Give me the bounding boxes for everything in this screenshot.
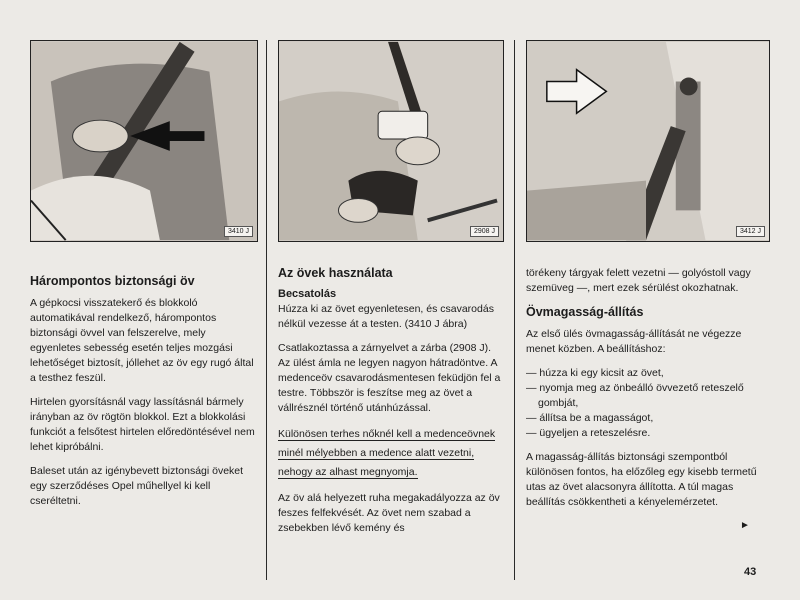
list-item: — állítsa be a magasságot, (526, 412, 654, 424)
section-heading: Hárompontos biztonsági öv (30, 274, 195, 288)
figure-2908 (278, 40, 504, 242)
belt-height-adjuster-illustration (527, 41, 769, 241)
subheading: Becsatolás (278, 288, 337, 300)
paragraph: Húzza ki az övet egyenletesen, és csavarodás nélkül vezesse át a testen. (3410 J ábra) (278, 303, 494, 330)
column-1 (30, 40, 258, 518)
warning-text: Különösen terhes nőknél kell a medenceövnek minél mélyebben a medence alatt vezetni, nehogy az alhast megnyomja. (278, 428, 496, 478)
figure-label: 3412 J (736, 226, 765, 237)
paragraph: Hirtelen gyorsításnál vagy lassításnál bármely irányban az öv rögtön blokkol. Ezt a blokkolási funkciót a felsőtest hirtelen előredöntésével nem lehet kipróbálni. (30, 396, 255, 453)
column-2 (278, 40, 504, 545)
figure-3410 (30, 40, 258, 242)
list-item: — ügyeljen a reteszelésre. (526, 427, 651, 439)
warning-note (278, 425, 504, 482)
instruction-list (526, 366, 770, 441)
column-3 (526, 40, 770, 519)
buckle-latch-illustration (279, 41, 503, 241)
figure-3412 (526, 40, 770, 242)
column-divider-2 (514, 40, 515, 580)
column-divider-1 (266, 40, 267, 580)
paragraph: Csatlakoztassa a zárnyelvet a zárba (2908 J). Az ülést ámla ne legyen nagyon hátradöntve. A medenceöv csavarodásmentesen feküdjön fel a testre. Többször is feszítse meg az övet a vállrésznél történő utánhúzással. (278, 342, 501, 414)
paragraph: törékeny tárgyak felett vezetni — golyóstoll vagy szemüveg —, mert ezek sérülést okozhatnak. (526, 267, 751, 294)
paragraph: Baleset után az igénybevett biztonsági öveket egy szerződéses Opel műhellyel ki kell cseréltetni. (30, 465, 244, 507)
paragraph: Az öv alá helyezett ruha megakadályozza az öv feszes felfekvését. Az övet nem szabad a zsebekben lévő kemény és (278, 492, 500, 534)
section-heading: Övmagasság-állítás (526, 305, 644, 319)
paragraph: A magasság-állítás biztonsági szempontból különösen fontos, ha előzőleg egy kisebb termetű utas az övet alacsonyra állította. A túl magas beállítás csökkentheti a kényelemérzetet. (526, 451, 757, 508)
list-item: — nyomja meg az önbeálló övvezető reteszelő gombját, (526, 382, 744, 409)
section-heading: Az övek használata (278, 266, 393, 280)
continue-arrow-icon: ► (740, 520, 750, 531)
list-item: — húzza ki egy kicsit az övet, (526, 367, 664, 379)
figure-label: 3410 J (224, 226, 253, 237)
seatbelt-pull-illustration (31, 41, 257, 241)
figure-label: 2908 J (470, 226, 499, 237)
paragraph: A gépkocsi visszatekerő és blokkoló automatikával rendelkező, hárompontos biztonsági övvel van felszerelve, mely egyenletes sebesség esetén teljes mozgási lehetőséget biztosít, jóllehet az öv egy rugó által a testhez feszül. (30, 297, 254, 384)
paragraph: Az első ülés övmagasság-állítását ne végezze menet közben. A beállításhoz: (526, 328, 742, 355)
page-number: 43 (744, 566, 757, 578)
